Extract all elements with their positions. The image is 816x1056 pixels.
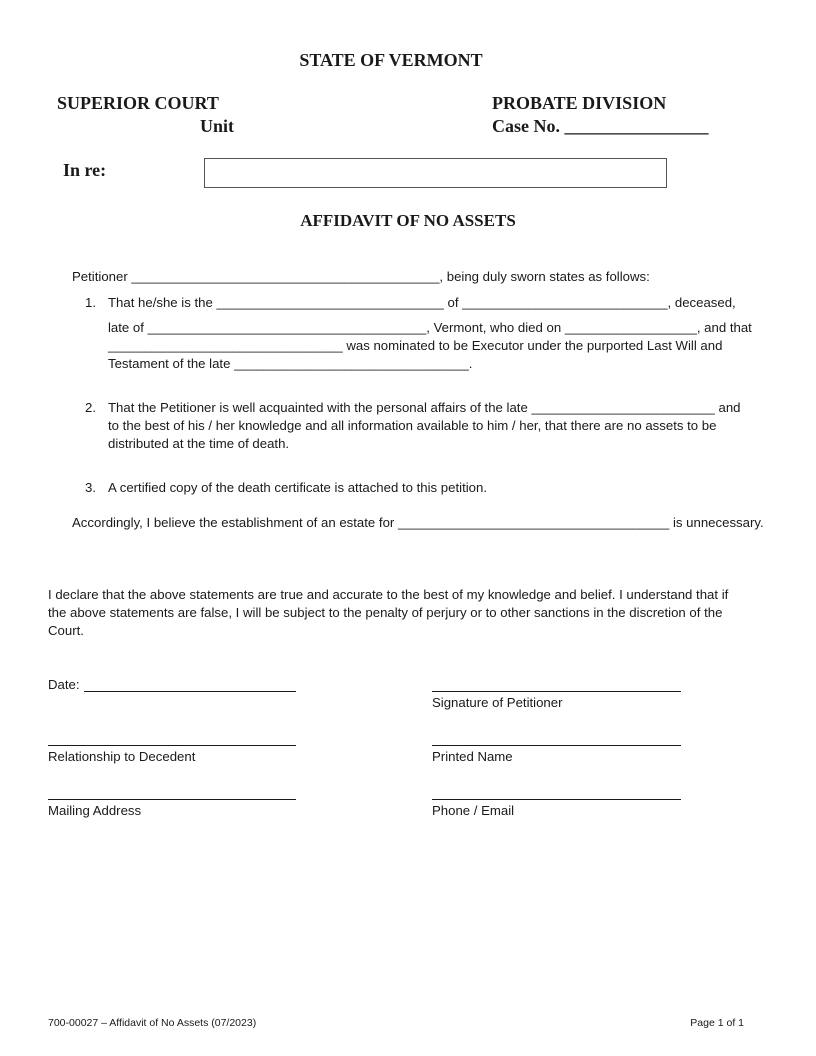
date-label: Date: <box>48 677 80 692</box>
item-1-number: 1. <box>85 295 96 310</box>
item-1-line-4: Testament of the late ________________________________. <box>108 356 473 371</box>
item-3-line-1: A certified copy of the death certificate is attached to this petition. <box>108 480 487 495</box>
item-2-line-2: to the best of his / her knowledge and all information available to him / her, that there are no assets to be <box>108 418 717 433</box>
phone-email-field[interactable] <box>432 799 681 800</box>
date-field[interactable] <box>84 691 296 692</box>
unit-label: Unit <box>200 116 235 136</box>
item-2-number: 2. <box>85 400 96 415</box>
item-2-line-1: That the Petitioner is well acquainted with the personal affairs of the late _________________________ and <box>108 400 741 415</box>
court-name: SUPERIOR COURT <box>57 93 219 113</box>
signature-label: Signature of Petitioner <box>432 695 563 710</box>
item-1-line-1: That he/she is the _______________________________ of ____________________________, deceased, <box>108 295 736 310</box>
mailing-address-field[interactable] <box>48 799 296 800</box>
state-title: STATE OF VERMONT <box>299 50 483 70</box>
in-re-input[interactable] <box>204 158 667 188</box>
affidavit-title: AFFIDAVIT OF NO ASSETS <box>300 211 516 230</box>
item-1-line-3: ________________________________ was nominated to be Executor under the purported Last Will and <box>108 338 723 353</box>
signature-field[interactable] <box>432 691 681 692</box>
page-number: Page 1 of 1 <box>690 1017 744 1029</box>
declaration-line-2: the above statements are false, I will be subject to the penalty of perjury or to other sanctions in the discretion of the <box>48 605 723 620</box>
printed-name-label: Printed Name <box>432 749 513 764</box>
declaration-line-1: I declare that the above statements are true and accurate to the best of my knowledge and belief. I understand that if <box>48 587 729 602</box>
case-number-field[interactable]: Case No. ________________ <box>492 116 709 136</box>
item-3-number: 3. <box>85 480 96 495</box>
in-re-label: In re: <box>63 160 107 180</box>
relationship-label: Relationship to Decedent <box>48 749 196 764</box>
accordingly-statement: Accordingly, I believe the establishment of an estate for _____________________________________ is unnecessary. <box>72 515 764 530</box>
phone-email-label: Phone / Email <box>432 803 515 818</box>
item-1-line-2: late of ______________________________________, Vermont, who died on __________________, and that <box>108 320 752 335</box>
declaration-line-3: Court. <box>48 623 84 638</box>
form-identifier: 700-00027 – Affidavit of No Assets (07/2023) <box>48 1017 257 1029</box>
printed-name-field[interactable] <box>432 745 681 746</box>
mailing-address-label: Mailing Address <box>48 803 142 818</box>
item-2-line-3: distributed at the time of death. <box>108 436 290 451</box>
petitioner-statement: Petitioner __________________________________________, being duly sworn states as follows: <box>72 269 650 284</box>
division-name: PROBATE DIVISION <box>492 93 667 113</box>
relationship-field[interactable] <box>48 745 296 746</box>
